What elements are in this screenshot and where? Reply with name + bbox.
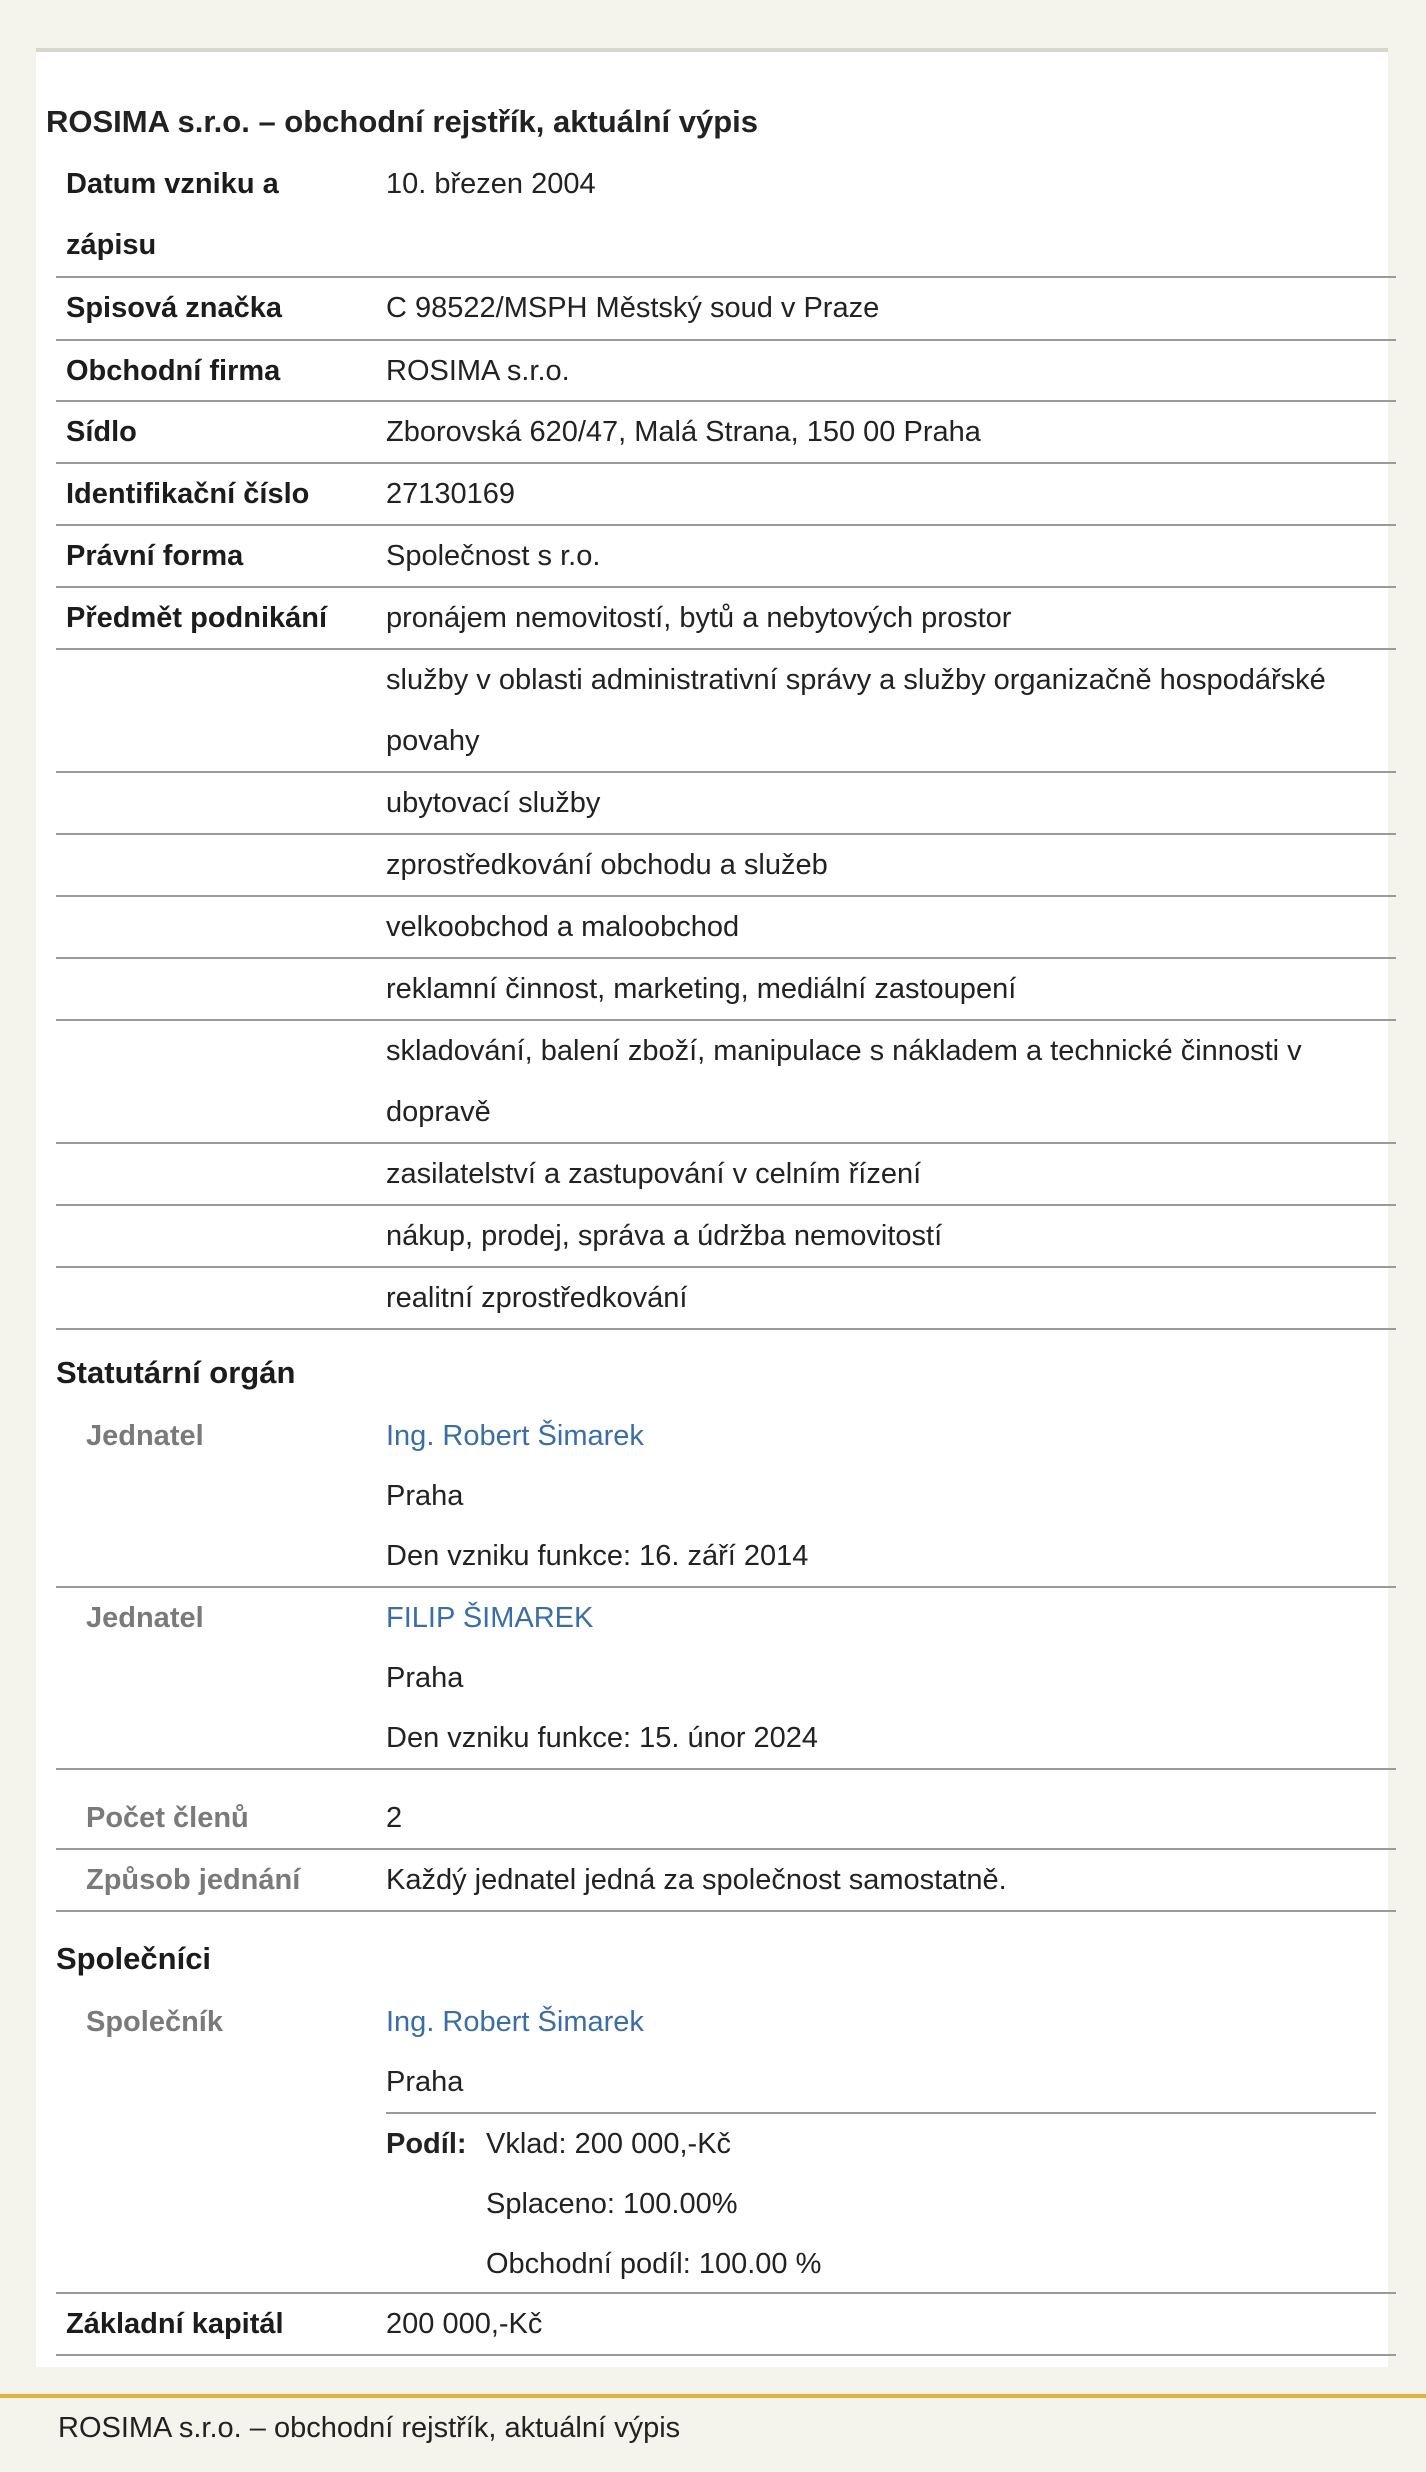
value-zakladni-kapital: 200 000,-Kč: [386, 2308, 543, 2340]
link-jednatel-2[interactable]: FILIP ŠIMAREK: [386, 1602, 594, 1634]
value-predmet-item: zprostředkování obchodu a služeb: [386, 849, 828, 881]
value-predmet-item: realitní zprostředkování: [386, 1282, 688, 1314]
label-sidlo: Sídlo: [66, 416, 137, 448]
value-splaceno: Splaceno: 100.00%: [486, 2188, 738, 2220]
register-card: [36, 48, 1388, 2367]
row-jednatel-2: [56, 1588, 1396, 1770]
row-predmet-1: [56, 588, 1396, 650]
label-identifikacni-cislo: Identifikační číslo: [66, 478, 310, 510]
footer: [0, 2394, 1426, 2472]
value-jednatel-1-city: Praha: [386, 1480, 464, 1512]
value-datum-vzniku: 10. březen 2004: [386, 168, 596, 200]
row-obchodni-firma: [56, 341, 1396, 402]
label-predmet-podnikani: Předmět podnikání: [66, 602, 328, 634]
label-spisova-znacka: Spisová značka: [66, 292, 282, 324]
row-zpusob-jednani: [56, 1850, 1396, 1912]
row-datum-vzniku: [56, 154, 1396, 278]
value-predmet-item: služby v oblasti administrativní správy a služby organizačně hospodářské: [386, 664, 1326, 696]
value-predmet-item: reklamní činnost, marketing, mediální zastoupení: [386, 973, 1017, 1005]
value-predmet-item: ubytovací služby: [386, 787, 601, 819]
row-sidlo: [56, 402, 1396, 464]
label-pravni-forma: Právní forma: [66, 540, 244, 572]
row-pravni-forma: [56, 526, 1396, 588]
label-zakladni-kapital: Základní kapitál: [66, 2308, 284, 2340]
row-zakladni-kapital: [56, 2294, 1396, 2356]
value-predmet-item: zasilatelství a zastupování v celním řízení: [386, 1158, 922, 1190]
row-predmet-6: [56, 959, 1396, 1021]
row-predmet-8: [56, 1144, 1396, 1206]
value-jednatel-1-since: Den vzniku funkce: 16. září 2014: [386, 1540, 809, 1572]
label-podil: Podíl:: [386, 2128, 467, 2160]
value-predmet-item: velkoobchod a maloobchod: [386, 911, 740, 943]
value-obchodni-firma: ROSIMA s.r.o.: [386, 355, 570, 387]
value-predmet-item: nákup, prodej, správa a údržba nemovitostí: [386, 1220, 943, 1252]
label-datum-vzniku-2: zápisu: [66, 229, 157, 261]
label-obchodni-firma: Obchodní firma: [66, 355, 281, 387]
value-predmet-item: skladování, balení zboží, manipulace s nákladem a technické činnosti v: [386, 1035, 1302, 1067]
value-pocet-clenu: 2: [386, 1802, 403, 1834]
row-predmet-4: [56, 835, 1396, 897]
value-vklad: Vklad: 200 000,-Kč: [486, 2128, 732, 2160]
label-datum-vzniku-1: Datum vzniku a: [66, 168, 279, 200]
label-spolecnik: Společník: [86, 2006, 223, 2038]
value-jednatel-2-city: Praha: [386, 1662, 464, 1694]
row-predmet-2: [56, 650, 1396, 773]
value-spisova-znacka: C 98522/MSPH Městský soud v Praze: [386, 292, 880, 324]
value-predmet-item: pronájem nemovitostí, bytů a nebytových prostor: [386, 602, 1012, 634]
value-pravni-forma: Společnost s r.o.: [386, 540, 601, 572]
row-spisova-znacka: [56, 278, 1396, 341]
value-predmet-item-cont: povahy: [386, 725, 480, 757]
link-spolecnik[interactable]: Ing. Robert Šimarek: [386, 2006, 644, 2038]
section-spolecnici: Společníci: [56, 1941, 212, 1976]
label-jednatel: Jednatel: [86, 1420, 204, 1452]
label-jednatel: Jednatel: [86, 1602, 204, 1634]
value-zpusob-jednani: Každý jednatel jedná za společnost samostatně.: [386, 1864, 1007, 1896]
row-identifikacni-cislo: [56, 464, 1396, 526]
value-spolecnik-city: Praha: [386, 2066, 464, 2098]
row-jednatel-1: [56, 1406, 1396, 1588]
row-pocet-clenu: [56, 1788, 1396, 1850]
value-predmet-item-cont: dopravě: [386, 1096, 491, 1128]
row-predmet-3: [56, 773, 1396, 835]
row-predmet-7: [56, 1021, 1396, 1144]
label-zpusob-jednani: Způsob jednání: [86, 1864, 301, 1896]
link-jednatel-1[interactable]: Ing. Robert Šimarek: [386, 1420, 644, 1452]
value-sidlo: Zborovská 620/47, Malá Strana, 150 00 Praha: [386, 416, 981, 448]
row-predmet-5: [56, 897, 1396, 959]
value-jednatel-2-since: Den vzniku funkce: 15. únor 2024: [386, 1722, 819, 1754]
footer-text: ROSIMA s.r.o. – obchodní rejstřík, aktuální výpis: [58, 2412, 681, 2444]
label-pocet-clenu: Počet členů: [86, 1802, 249, 1834]
value-obchodni-podil: Obchodní podíl: 100.00 %: [486, 2248, 822, 2280]
value-identifikacni-cislo: 27130169: [386, 478, 516, 510]
page-title: ROSIMA s.r.o. – obchodní rejstřík, aktuální výpis: [46, 104, 759, 139]
row-predmet-9: [56, 1206, 1396, 1268]
row-spolecnik: [56, 1992, 1396, 2294]
section-statutarni-organ: Statutární orgán: [56, 1355, 296, 1390]
row-predmet-10: [56, 1268, 1396, 1330]
